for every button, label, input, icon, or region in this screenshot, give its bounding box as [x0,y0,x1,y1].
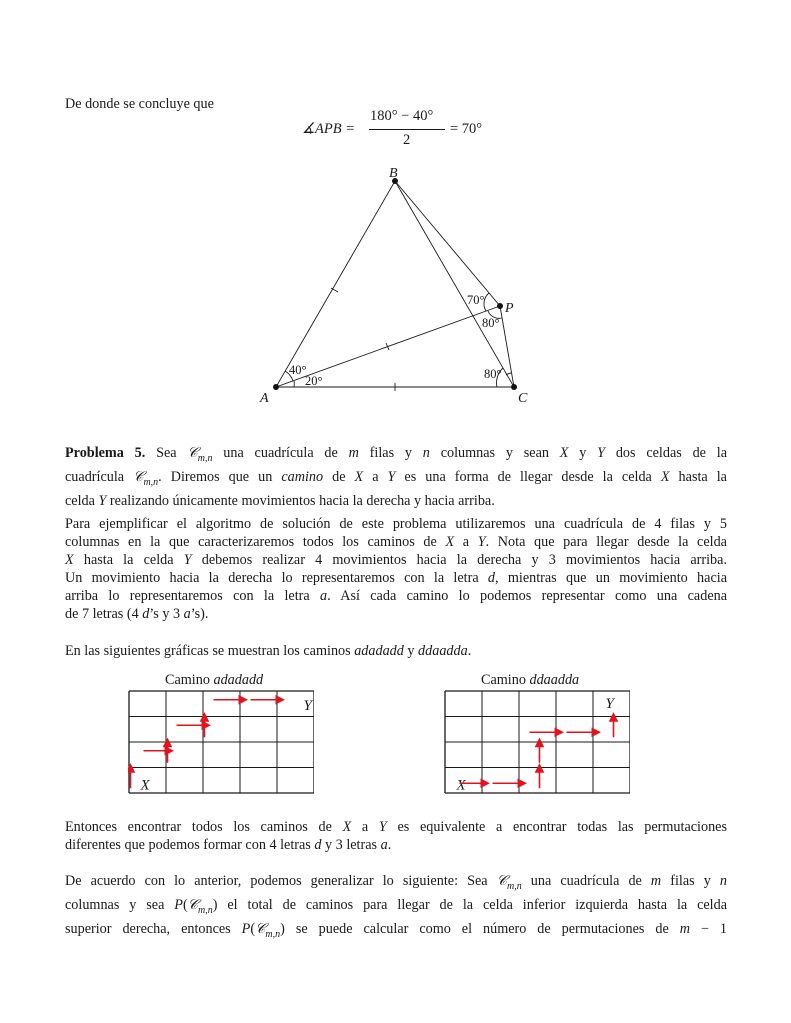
point-c [511,384,517,390]
triangle-figure [0,0,791,420]
paragraph-equivalence: Entonces encontrar todos los caminos de X a Y es equivalente a encontrar todas las permutaciones diferentes que podemos formar con 4 letras d y 3 letras a. [65,819,727,853]
paragraph-graphics-intro: En las siguientes gráficas se muestran los caminos adadadd y ddaadda. [65,643,472,659]
label-c: C [518,391,528,406]
angle-label-40: 40° [289,363,307,377]
equation-denominator: 2 [403,132,411,148]
angle-label-80-c: 80° [484,367,502,381]
problem-statement: Problema 5. Sea 𝒞$_{m,n}$ una cuadrícula de m filas y n columnas y sean X y Y dos celdas de la cuadrícula 𝒞$_{m,n}$. Diremos que un camino de X a Y es una forma de llegar desde la celda X hasta la celda Y realizando únicamente movimientos hacia la derecha y hacia arriba. [65,445,728,509]
segment-bp [395,181,500,306]
grid-end-label: Y [605,695,614,712]
problem-title: Problema 5. [65,445,146,461]
label-b: B [389,166,398,181]
path-grid-2 [444,690,630,796]
path-grid-1 [128,690,314,796]
equation-numerator: 180° − 40° [370,108,434,124]
segment-ab [276,181,395,387]
grid-caption-1: Camino adadadd [165,672,264,688]
paragraph-generalization: De acuerdo con lo anterior, podemos generalizar lo siguiente: Sea 𝒞$_{m,n}$ una cuadrícula de m filas y n columnas y sea P(𝒞$_{m,n}$) el total de caminos para llegar de la celda inferior izquierda hasta la celda superior derecha, entonces P(𝒞$_{m,n}$) se puede calcular como el número de permutaciones de m − 1 [65,873,727,940]
paragraph-example: Para ejemplificar el algoritmo de solución de este problema utilizaremos una cuadrícula de 4 filas y 5 columnas en la que caracterizaremos todos los caminos de X a Y. Nota que para llegar desde la celda X hasta la celda Y debemos realizar 4 movimientos hacia la derecha y 3 movimientos hacia arriba. Un movimiento hacia la derecha lo representaremos con la letra d, mientras que un movimiento hacia arriba lo representaremos con la letra a. Así cada camino lo podemos representar como una cadena de 7 letras (4 d’s y 3 a’s). [65,516,728,622]
angle-label-80-p: 80° [482,316,500,330]
equation-lhs: ∡APB = [302,121,355,137]
intro-text: De donde se concluye que [65,96,214,112]
term-camino: camino [281,468,324,485]
segment-bc [395,181,514,387]
grid-start-label: X [140,777,150,794]
angle-label-70: 70° [467,293,485,307]
grid-end-label: Y [303,697,312,714]
grid-caption-2: Camino ddaadda [481,672,580,688]
label-p: P [505,301,514,316]
label-a: A [260,391,269,406]
equation-rhs: = 70° [450,121,483,137]
point-p [497,303,503,309]
point-a [273,384,279,390]
angle-label-20: 20° [305,374,323,388]
grid-start-label: X [456,777,466,794]
arc-p-upper [484,293,489,311]
